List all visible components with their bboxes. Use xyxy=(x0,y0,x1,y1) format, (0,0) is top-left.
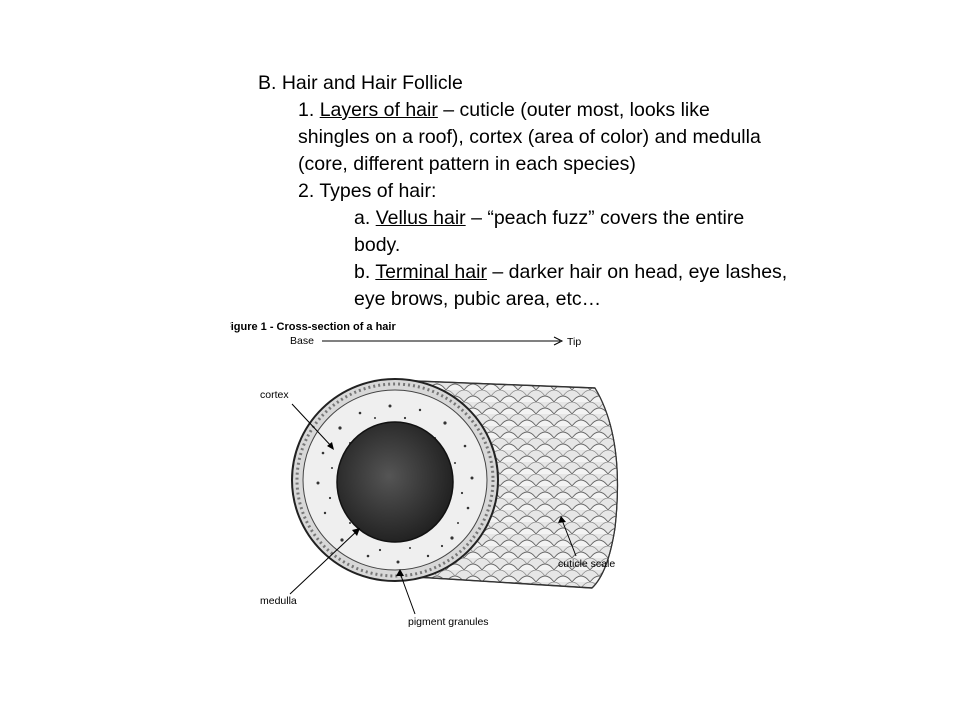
medulla-core xyxy=(337,422,453,542)
item-2b-line-2: eye brows, pubic area, etc… xyxy=(354,288,602,310)
pigment-granules-label: pigment granules xyxy=(408,616,489,628)
text-clip xyxy=(258,70,918,318)
hair-cross-section-figure xyxy=(230,318,650,638)
text-content xyxy=(258,70,918,318)
item-1-line-3: (core, different pattern in each species) xyxy=(298,153,636,175)
cuticle-scale-label: cuticle scale xyxy=(558,558,616,570)
item-2a-line-1 xyxy=(258,205,918,232)
tip-label: Tip xyxy=(567,336,582,348)
hair-illustration xyxy=(230,318,650,638)
item-2b-line-1 xyxy=(258,259,918,286)
section-heading: B. Hair and Hair Follicle xyxy=(258,72,463,94)
item-1-term: Layers of hair xyxy=(319,99,438,121)
item-2-line: 2. Types of hair: xyxy=(298,180,437,202)
item-1-prefix: 1. xyxy=(298,99,320,121)
medulla-label: medulla xyxy=(260,595,297,607)
item-2a-prefix: a. xyxy=(354,207,376,229)
cross-section xyxy=(292,379,498,581)
item-2a-line-2: body. xyxy=(354,234,401,256)
item-2a-rest: – “peach fuzz” covers the entire xyxy=(465,207,745,229)
item-2b-rest: – darker hair on head, eye lashes, xyxy=(486,261,788,283)
item-2a-term: Vellus hair xyxy=(375,207,466,229)
item-1-rest: – cuticle (outer most, looks like xyxy=(437,99,710,121)
base-label: Base xyxy=(290,335,314,347)
item-1-line-2: shingles on a roof), cortex (area of color) and medulla xyxy=(298,126,761,148)
item-2b-prefix: b. xyxy=(354,261,376,283)
figure-title: Figure 1 - Cross-section of a hair xyxy=(230,321,396,333)
cortex-label: cortex xyxy=(260,389,289,401)
item-2b-term: Terminal hair xyxy=(375,261,487,283)
item-1-line-1 xyxy=(258,97,918,124)
